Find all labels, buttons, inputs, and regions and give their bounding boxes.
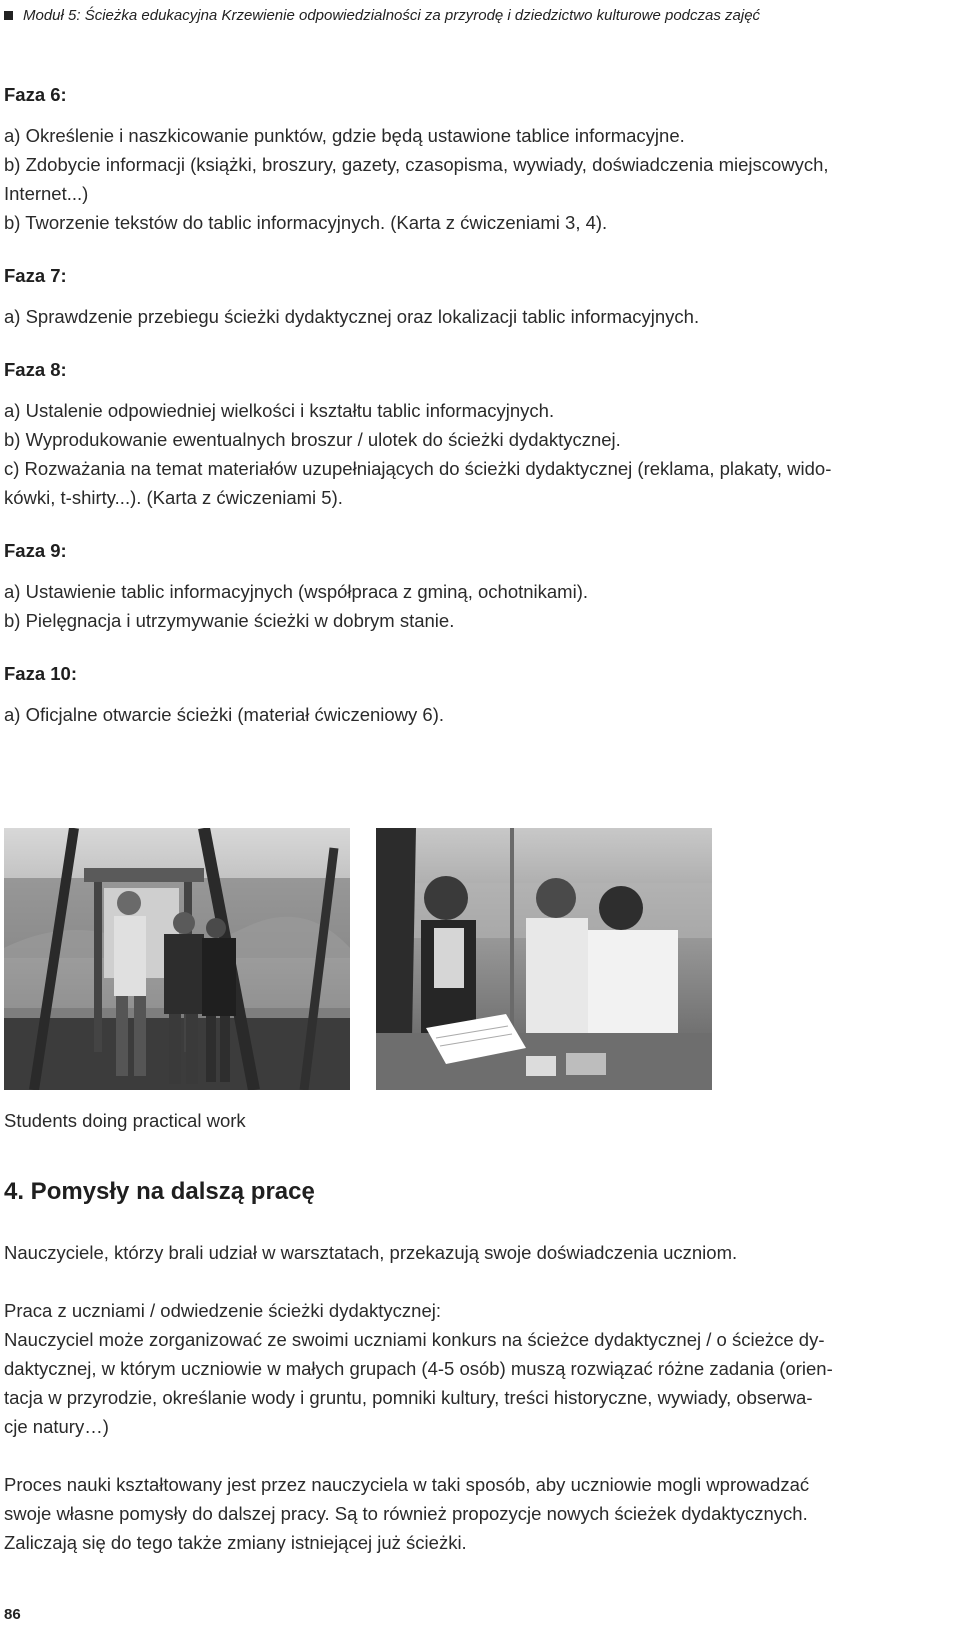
- phase-title: Faza 6:: [4, 84, 67, 105]
- paragraph-line: tacja w przyrodzie, określanie wody i gruntu, pomniki kultury, treści historyczne, wywiady, obserwa-: [4, 1387, 813, 1408]
- paragraph: [4, 1296, 930, 1441]
- phase-line: a) Sprawdzenie przebiegu ścieżki dydaktycznej oraz lokalizacji tablic informacyjnych.: [4, 306, 700, 327]
- phase-line: a) Oficjalne otwarcie ścieżki (materiał ćwiczeniowy 6).: [4, 704, 445, 725]
- phase-line: kówki, t-shirty...). (Karta z ćwiczeniami 5).: [4, 487, 343, 508]
- paragraph-line: Nauczyciele, którzy brali udział w warsztatach, przekazują swoje doświadczenia uczniom.: [4, 1242, 738, 1263]
- page-number: 86: [4, 1606, 21, 1623]
- phase-line: b) Pielęgnacja i utrzymywanie ścieżki w dobrym stanie.: [4, 610, 455, 631]
- section-body: [4, 1238, 930, 1586]
- phase-line: a) Ustalenie odpowiedniej wielkości i kształtu tablic informacyjnych.: [4, 400, 555, 421]
- phase-title: Faza 8:: [4, 359, 67, 380]
- phase-line: a) Ustawienie tablic informacyjnych (współpraca z gminą, ochotnikami).: [4, 581, 589, 602]
- photo-students-at-board: [4, 828, 350, 1090]
- paragraph-line: Nauczyciel może zorganizować ze swoimi uczniami konkurs na ścieżce dydaktycznej / o ścieżce dy-: [4, 1329, 825, 1350]
- photo-illustration: [4, 828, 350, 1090]
- phase-title: Faza 10:: [4, 663, 78, 684]
- phase-7: [4, 261, 930, 331]
- phase-6: [4, 80, 930, 237]
- section-title: 4. Pomysły na dalszą pracę: [4, 1178, 315, 1205]
- phase-line: Internet...): [4, 183, 89, 204]
- phase-9: [4, 536, 930, 635]
- phase-line: b) Wyprodukowanie ewentualnych broszur / ulotek do ścieżki dydaktycznej.: [4, 429, 621, 450]
- phase-line: b) Zdobycie informacji (książki, broszury, gazety, czasopisma, wywiady, doświadczenia miejscowych,: [4, 154, 829, 175]
- header-title: Moduł 5: Ścieżka edukacyjna Krzewienie odpowiedzialności za przyrodę i dziedzictwo kulturowe podczas zajęć: [23, 6, 761, 24]
- photo-row: [4, 828, 712, 1090]
- paragraph-line: swoje własne pomysły do dalszej pracy. Są to również propozycje nowych ścieżek dydaktycznych.: [4, 1503, 808, 1524]
- paragraph-line: Zaliczają się do tego także zmiany istniejącej już ścieżki.: [4, 1532, 467, 1553]
- photo-caption: Students doing practical work: [4, 1110, 246, 1131]
- photo-students-experiment: [376, 828, 712, 1090]
- phase-title: Faza 9:: [4, 540, 67, 561]
- paragraph-line: Proces nauki kształtowany jest przez nauczyciela w taki sposób, aby uczniowie mogli wprowadzać: [4, 1474, 810, 1495]
- phase-10: [4, 659, 930, 729]
- phase-title: Faza 7:: [4, 265, 67, 286]
- paragraph-line: cje natury…): [4, 1416, 109, 1437]
- paragraph: [4, 1470, 930, 1557]
- phase-line: b) Tworzenie tekstów do tablic informacyjnych. (Karta z ćwiczeniami 3, 4).: [4, 212, 608, 233]
- phases-list: [4, 80, 930, 753]
- paragraph-line: Praca z uczniami / odwiedzenie ścieżki dydaktycznej:: [4, 1300, 441, 1321]
- paragraph: [4, 1238, 930, 1267]
- paragraph-line: daktycznej, w którym uczniowie w małych grupach (4-5 osób) muszą rozwiązać różne zadania (orien-: [4, 1358, 833, 1379]
- phase-8: [4, 355, 930, 512]
- bullet-square-icon: [4, 11, 13, 20]
- phase-line: a) Określenie i naszkicowanie punktów, gdzie będą ustawione tablice informacyjne.: [4, 125, 685, 146]
- photo-illustration: [376, 828, 712, 1090]
- running-header: [4, 2, 760, 28]
- phase-line: c) Rozważania na temat materiałów uzupełniających do ścieżki dydaktycznej (reklama, plakaty, wido-: [4, 458, 832, 479]
